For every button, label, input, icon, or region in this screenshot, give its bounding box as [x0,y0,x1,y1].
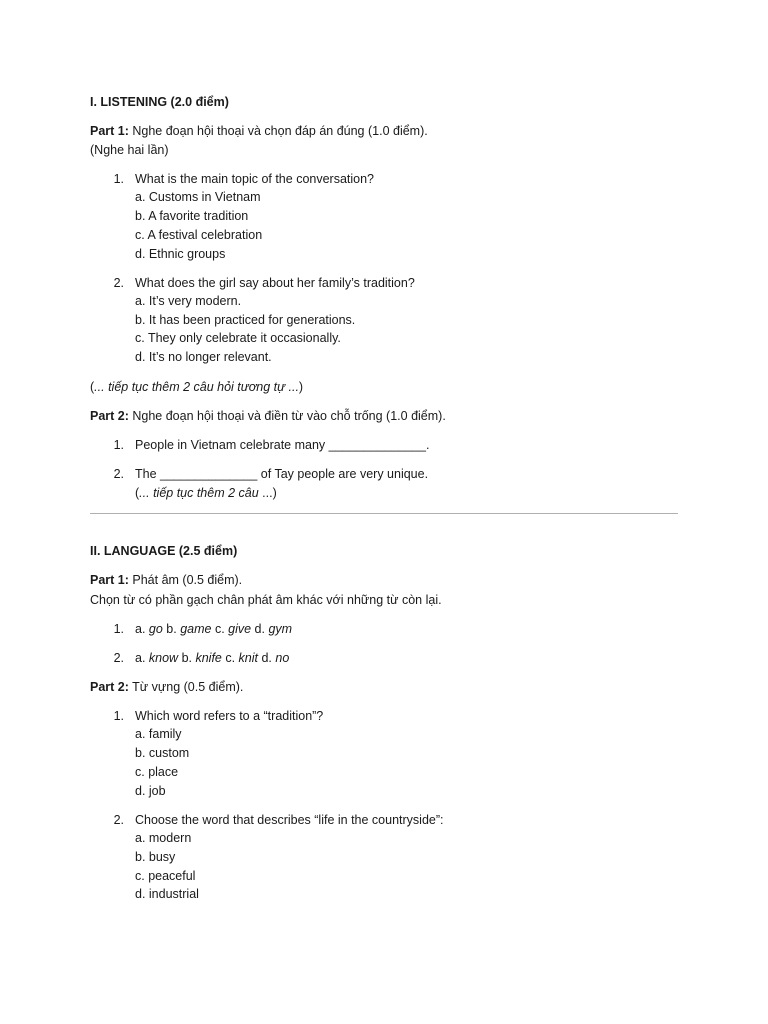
option-word: knife [195,651,222,665]
option-letter: c. [221,651,239,665]
pronunciation-question [135,621,292,637]
question-text: What is the main topic of the conversation? [135,172,375,186]
continue-text: ... tiếp tục thêm 2 câu hỏi tương tự ... [94,380,299,394]
question-text: Choose the word that describes “life in the countryside”: [135,813,444,827]
option-word: give [228,622,252,636]
instruction-text: Từ vựng (0.5 điểm). [128,680,244,694]
option-word: no [275,651,290,665]
question-number: 1. [113,709,124,723]
option-letter: a. [135,651,149,665]
answer-option: d. industrial [135,887,199,901]
question-number: 2. [113,276,124,290]
paren-close: ...) [258,486,277,500]
question-number: 2. [113,467,124,481]
option-word: gym [268,622,293,636]
answer-option: a. family [135,727,182,741]
question-text: What does the girl say about her family’s tradition? [135,276,415,290]
option-word: knit [238,651,258,665]
option-letter: a. [135,622,149,636]
part1-note: (Nghe hai lần) [90,143,169,157]
answer-option: b. busy [135,850,176,864]
option-letter: d. [258,651,276,665]
answer-option: a. modern [135,831,192,845]
answer-option: b. A favorite tradition [135,209,249,223]
part-label: Part 2: [90,680,129,694]
option-letter: b. [162,622,181,636]
option-letter: b. [178,651,196,665]
part1-instruction [90,123,428,139]
option-word: game [180,622,212,636]
question-number: 2. [113,651,124,665]
question-number: 1. [113,172,124,186]
fill-blank-question: The ______________ of Tay people are very unique. [135,467,429,481]
continue-note [90,379,303,395]
answer-option: c. They only celebrate it occasionally. [135,331,341,345]
answer-option: d. job [135,784,166,798]
option-word: know [148,651,179,665]
part1-instruction [90,572,242,588]
section-heading-language: II. LANGUAGE (2.5 điểm) [90,544,238,558]
option-letter: d. [251,622,269,636]
answer-option: a. It’s very modern. [135,294,242,308]
option-letter: c. [211,622,229,636]
part2-instruction [90,679,243,695]
paren-open: ( [90,380,95,394]
continue-note [135,485,277,501]
paren-open: ( [135,486,140,500]
answer-option: c. place [135,765,179,779]
part2-instruction [90,408,446,424]
fill-blank-question: People in Vietnam celebrate many ______________. [135,438,430,452]
part-label: Part 1: [90,124,129,138]
part-label: Part 2: [90,409,129,423]
question-text: Which word refers to a “tradition”? [135,709,324,723]
answer-option: c. A festival celebration [135,228,263,242]
answer-option: b. It has been practiced for generations. [135,313,356,327]
answer-option: d. It’s no longer relevant. [135,350,272,364]
answer-option: d. Ethnic groups [135,247,226,261]
question-number: 1. [113,622,124,636]
section-heading-listening: I. LISTENING (2.0 điểm) [90,95,229,109]
instruction-text: Nghe đoạn hội thoại và điền từ vào chỗ trống (1.0 điểm). [128,409,446,423]
part-label: Part 1: [90,573,129,587]
paren-close: ) [298,380,304,394]
instruction-text: Nghe đoạn hội thoại và chọn đáp án đúng (1.0 điểm). [128,124,428,138]
option-word: go [148,622,163,636]
answer-option: b. custom [135,746,190,760]
section-divider [90,513,678,514]
answer-option: a. Customs in Vietnam [135,190,261,204]
question-number: 1. [113,438,124,452]
part1-note: Chọn từ có phần gạch chân phát âm khác với những từ còn lại. [90,593,442,607]
instruction-text: Phát âm (0.5 điểm). [128,573,243,587]
pronunciation-question [135,650,289,666]
question-number: 2. [113,813,124,827]
answer-option: c. peaceful [135,869,196,883]
continue-text: ... tiếp tục thêm 2 câu [139,486,259,500]
